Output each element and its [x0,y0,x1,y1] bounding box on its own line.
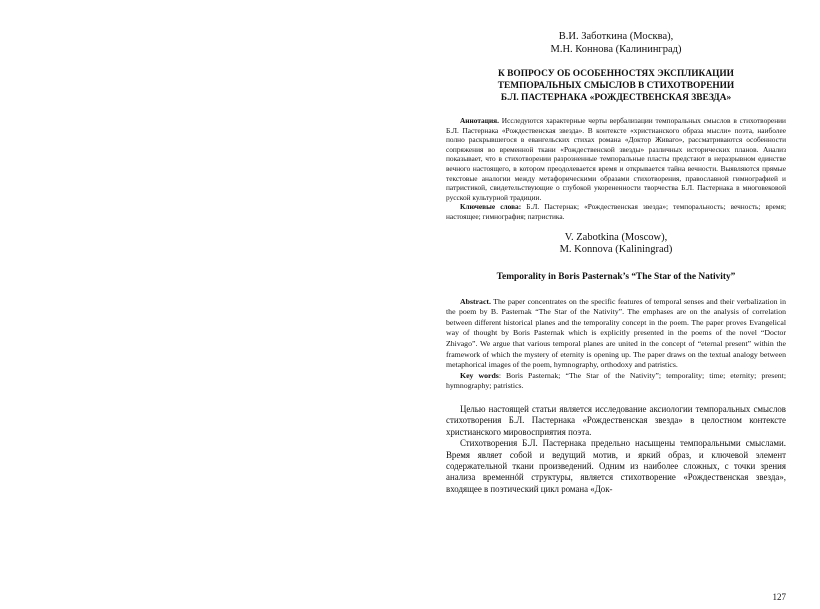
author-line: В.И. Заботкина (Москва), [558,31,674,42]
abstract-en-label: Abstract. [460,296,491,306]
keywords-ru-text: Б.Л. Пастернак; «Рождественская звезда»; темпоральность; вечность; время; настоящее; гимнография; патристика. [446,202,786,221]
authors-ru [446,30,786,56]
keywords-en [446,371,786,392]
authors-en [446,232,786,257]
author-line: M. Konnova (Kaliningrad) [559,244,673,256]
title-en: Temporality in Boris Pasternak’s “The Star of the Nativity” [496,271,736,282]
keywords-ru-label: Ключевые слова: [460,202,522,212]
abstract-en [446,297,786,371]
title-ru [446,68,786,104]
title-line: К ВОПРОСУ ОБ ОСОБЕННОСТЯХ ЭКСПЛИКАЦИИ [498,69,734,79]
title-line: ТЕМПОРАЛЬНЫХ СМЫСЛОВ В СТИХОТВОРЕНИИ [497,81,735,91]
author-line: V. Zabotkina (Moscow), [564,231,668,243]
body-paragraph: Стихотворения Б.Л. Пастернака предельно насыщены темпоральными смыслами. Время являет собой и ведущий мотив, и яркий образ, и ключевой элемент содержательной ткани произведений. Одним из наиболее сложных, с точки зрения анализа временнóй структуры, является стихотворение «Рождественская звезда», входящее в поэтический цикл романа «Док- [446,438,786,494]
abstract-en-text: The paper concentrates on the specific features of temporal senses and their verbalization in the poem by B. Pasternak “The Star of the Nativity”. The emphases are on the analysis of correlation between different historical planes and the temporality concept in the poem. The paper proves Evangelical way of thought by Boris Pasternak which is explicitly presented in the poems of the novel “Doctor Zhivago”. We argue that various temporal planes are united in the concept of “eternal present” within the framework of which the mystery of eternity is opening up. The paper draws on the textual analogy between metaphorical images of the poem, hymnography, orthodoxy and patristics. [446,296,786,370]
keywords-ru [446,202,786,221]
keywords-en-label: Key words [460,370,499,380]
abstract-ru-label: Аннотация. [460,116,499,125]
page-number: 127 [772,592,786,602]
title-line: Б.Л. ПАСТЕРНАКА «РОЖДЕСТВЕНСКАЯ ЗВЕЗДА» [500,93,732,103]
author-line: М.Н. Коннова (Калининград) [550,44,682,55]
body-paragraph: Целью настоящей статьи является исследование аксиологии темпоральных смыслов стихотворения Б.Л. Пастернака «Рождественская звезда» в целостном контексте христианского мировосприятия поэта. [446,403,786,437]
article-body [446,404,786,495]
keywords-en-text: : Boris Pasternak; “The Star of the Nativity”; temporality; time; eternity; present; hymnography; patristics. [446,370,787,391]
abstract-ru-text: Исследуются характерные черты вербализации темпоральных смыслов в стихотворении Б.Л. Пастернака «Рождественская звезда». В контексте «христианского образа мысли» поэта, наиболее полно раскрывшегося в евангельских стихах романа «Доктор Живаго», рассматриваются особенности сопряжения во временной ткани «Рождественской звезды» различных исторических планов. Анализ показывает, что в стихотворении разрозненные темпоральные пласты предстают в неразрывном единстве вечного настоящего, в котором преодолевается время и открывается тайна вечности. Выявляются прямые текстовые аналогии между метафорическими образами стихотворения, православной гимнографией и патристикой, свидетельствующие о глубокой укорененности творчества Б.Л. Пастернака в многовековой русской культурной традиции. [446,116,786,202]
journal-page [446,30,786,602]
abstract-ru [446,116,786,202]
